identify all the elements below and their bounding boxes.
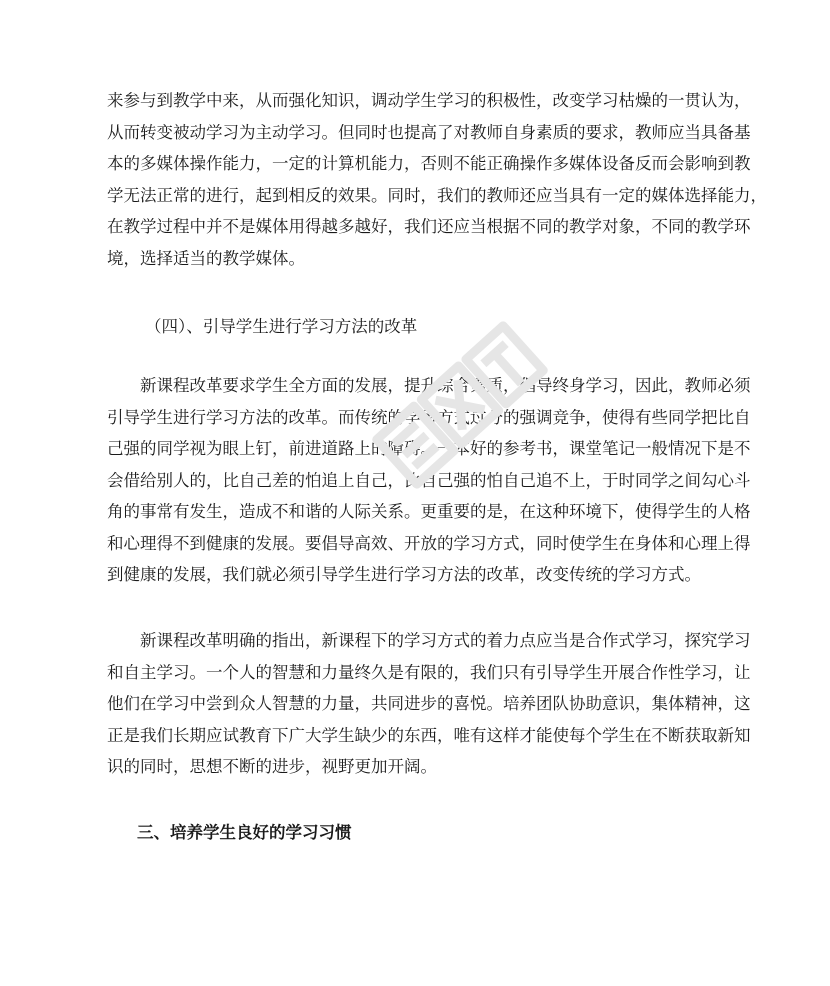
text-line: 在教学过程中并不是媒体用得越多越好，我们还应当根据不同的教学对象，不同的教学环 (107, 217, 751, 236)
text-line: 境，选择适当的教学媒体。 (107, 248, 305, 268)
text-line: 识的同时，思想不断的进步，视野更加开阔。 (107, 757, 437, 776)
text-line: 己强的同学视为眼上钉，前进道路上的障碍。一本好的参考书，课堂笔记一般情况下是不 (107, 439, 751, 458)
text-line: 和心理得不到健康的发展。要倡导高效、开放的学习方式，同时使学生在身体和心理上得 (107, 533, 751, 553)
paragraph-1 (107, 85, 767, 274)
text-line: 学无法正常的进行，起到相反的效果。同时，我们的教师还应当具有一定的媒体选择能力， (107, 185, 767, 205)
text-line: 本的多媒体操作能力，一定的计算机能力，否则不能正确操作多媒体设备反而会影响到教 (107, 154, 751, 173)
text-line: 他们在学习中尝到众人智慧的力量，共同进步的喜悦。培养团队协助意识，集体精神，这 (107, 694, 751, 713)
text-line: 到健康的发展，我们就必须引导学生进行学习方法的改革，改变传统的学习方式。 (107, 565, 701, 584)
text-line: 正是我们长期应试教育下广大学生缺少的东西，唯有这样才能使每个学生在不断获取新知 (107, 725, 751, 745)
text-line: 来参与到教学中来，从而强化知识，调动学生学习的积极性，改变学习枯燥的一贯认为， (107, 91, 751, 110)
text-line: 新课程改革要求学生全方面的发展，提升综合素质，倡导终身学习，因此，教师必须 (107, 376, 751, 395)
paragraph-2 (107, 370, 751, 591)
subheading-four: （四）、引导学生进行学习方法的改革 (145, 317, 418, 336)
text-line: 和自主学习。一个人的智慧和力量终久是有限的，我们只有引导学生开展合作性学习，让 (107, 662, 751, 682)
text-line: 从而转变被动学习为主动学习。但同时也提高了对教师自身素质的要求，教师应当具备基 (107, 122, 751, 142)
text-line: 角的事常有发生，造成不和谐的人际关系。更重要的是，在这种环境下，使得学生的人格 (107, 502, 751, 521)
text-line: 新课程改革明确的指出，新课程下的学习方式的着力点应当是合作式学习，探究学习 (107, 631, 751, 650)
paragraph-3 (107, 625, 751, 783)
section-heading-three: 三、培养学生良好的学习习惯 (137, 823, 352, 842)
text-line: 引导学生进行学习方法的改革。而传统的学习方式过分的强调竞争，使得有些同学把比自 (107, 407, 751, 427)
text-line: 会借给别人的，比自己差的怕追上自己，比自己强的怕自己追不上，于时同学之间勾心斗 (107, 470, 751, 490)
